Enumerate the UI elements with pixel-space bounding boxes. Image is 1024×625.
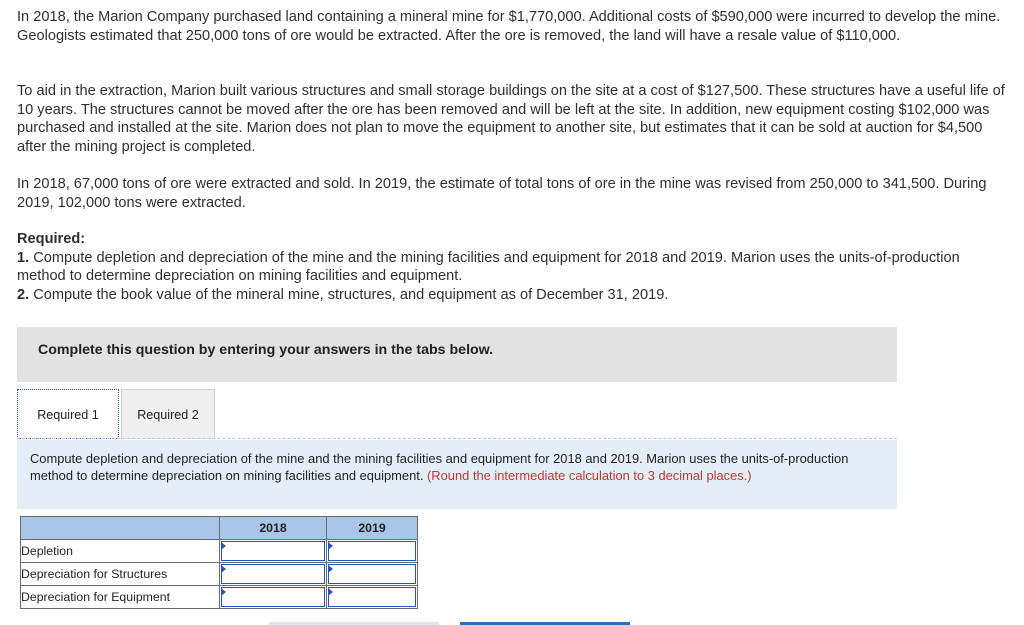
required-item-2-number: 2. [17,286,30,303]
depletion-2019-cell [327,540,418,563]
problem-paragraph-3: In 2018, 67,000 tons of ore were extracted and sold. In 2019, the estimate of total tons of ore in the mine was revised from 250,000 to 341,500. During 2019, 102,000 tons were extracted. [17,176,987,211]
tab-required-1[interactable] [17,389,119,439]
rounding-hint: (Round the intermediate calculation to 3 decimal places.) [427,468,752,483]
banner-text: Complete this question by entering your answers in the tabs below. [38,342,494,358]
structures-2019-cell [327,563,418,586]
problem-paragraph-2: To aid in the extraction, Marion built various structures and small storage buildings on the site at a cost of $127,500. These structures have a useful life of 10 years. The structures cannot be moved after the ore has been removed and will be left at the site. In addition, new equipment costing $102,000 was purchased and installed at the site. Marion does not plan to move the equipment to another site, but estimates that it can be sold at auction for $4,500 after the mining project is completed. [17,83,1005,155]
equipment-2018-cell [220,586,327,609]
answer-table-header [21,517,418,540]
required-title: Required: [17,231,86,247]
row-label-structures: Depreciation for Structures [21,563,220,586]
answer-table [20,516,418,609]
tab-required-2-label: Required 2 [137,408,199,422]
tab-required-2[interactable] [121,389,215,439]
structures-2018-input[interactable] [220,563,326,585]
instructions-text: Compute depletion and depreciation of the mine and the mining facilities and equipment for 2018 and 2019. Marion uses the units-of-production method to determine depreciation on mining facilities and equipment. [30,451,849,483]
problem-paragraph-1: In 2018, the Marion Company purchased land containing a mineral mine for $1,770,000. Additional costs of $590,000 were incurred to develop the mine. Geologists estimated that 250,000 tons of ore would be extracted. After the ore is removed, the land will have a resale value of $110,000. [17,9,1001,44]
required-item-1 [17,249,1007,286]
row-label-depletion: Depletion [21,540,220,563]
equipment-2018-input[interactable] [220,586,326,608]
required-item-1-number: 1. [17,249,30,266]
equipment-2019-input[interactable] [327,586,417,608]
table-row-depletion [21,540,418,563]
required-item-2-text: Compute the book value of the mineral mine, structures, and equipment as of December 31, 2019. [33,286,669,303]
table-row-equipment [21,586,418,609]
header-2019: 2019 [327,517,418,540]
header-2018: 2018 [220,517,327,540]
row-label-equipment: Depreciation for Equipment [21,586,220,609]
structures-2018-cell [220,563,327,586]
header-corner-cell [21,517,220,540]
depletion-2018-cell [220,540,327,563]
tab-instructions [17,440,897,509]
structures-2019-input[interactable] [327,563,417,585]
depletion-2018-input[interactable] [220,540,326,562]
tab-divider [17,438,897,439]
instructions-banner [17,327,897,382]
required-item-2 [17,286,1007,305]
tab-required-1-label: Required 1 [37,408,99,422]
table-row-structures [21,563,418,586]
required-section [17,230,1007,304]
equipment-2019-cell [327,586,418,609]
required-item-1-text: Compute depletion and depreciation of the mine and the mining facilities and equipment for 2018 and 2019. Marion uses the units-of-production method to determine depreciation on mining facilities and equipment. [17,249,960,285]
depletion-2019-input[interactable] [327,540,417,562]
